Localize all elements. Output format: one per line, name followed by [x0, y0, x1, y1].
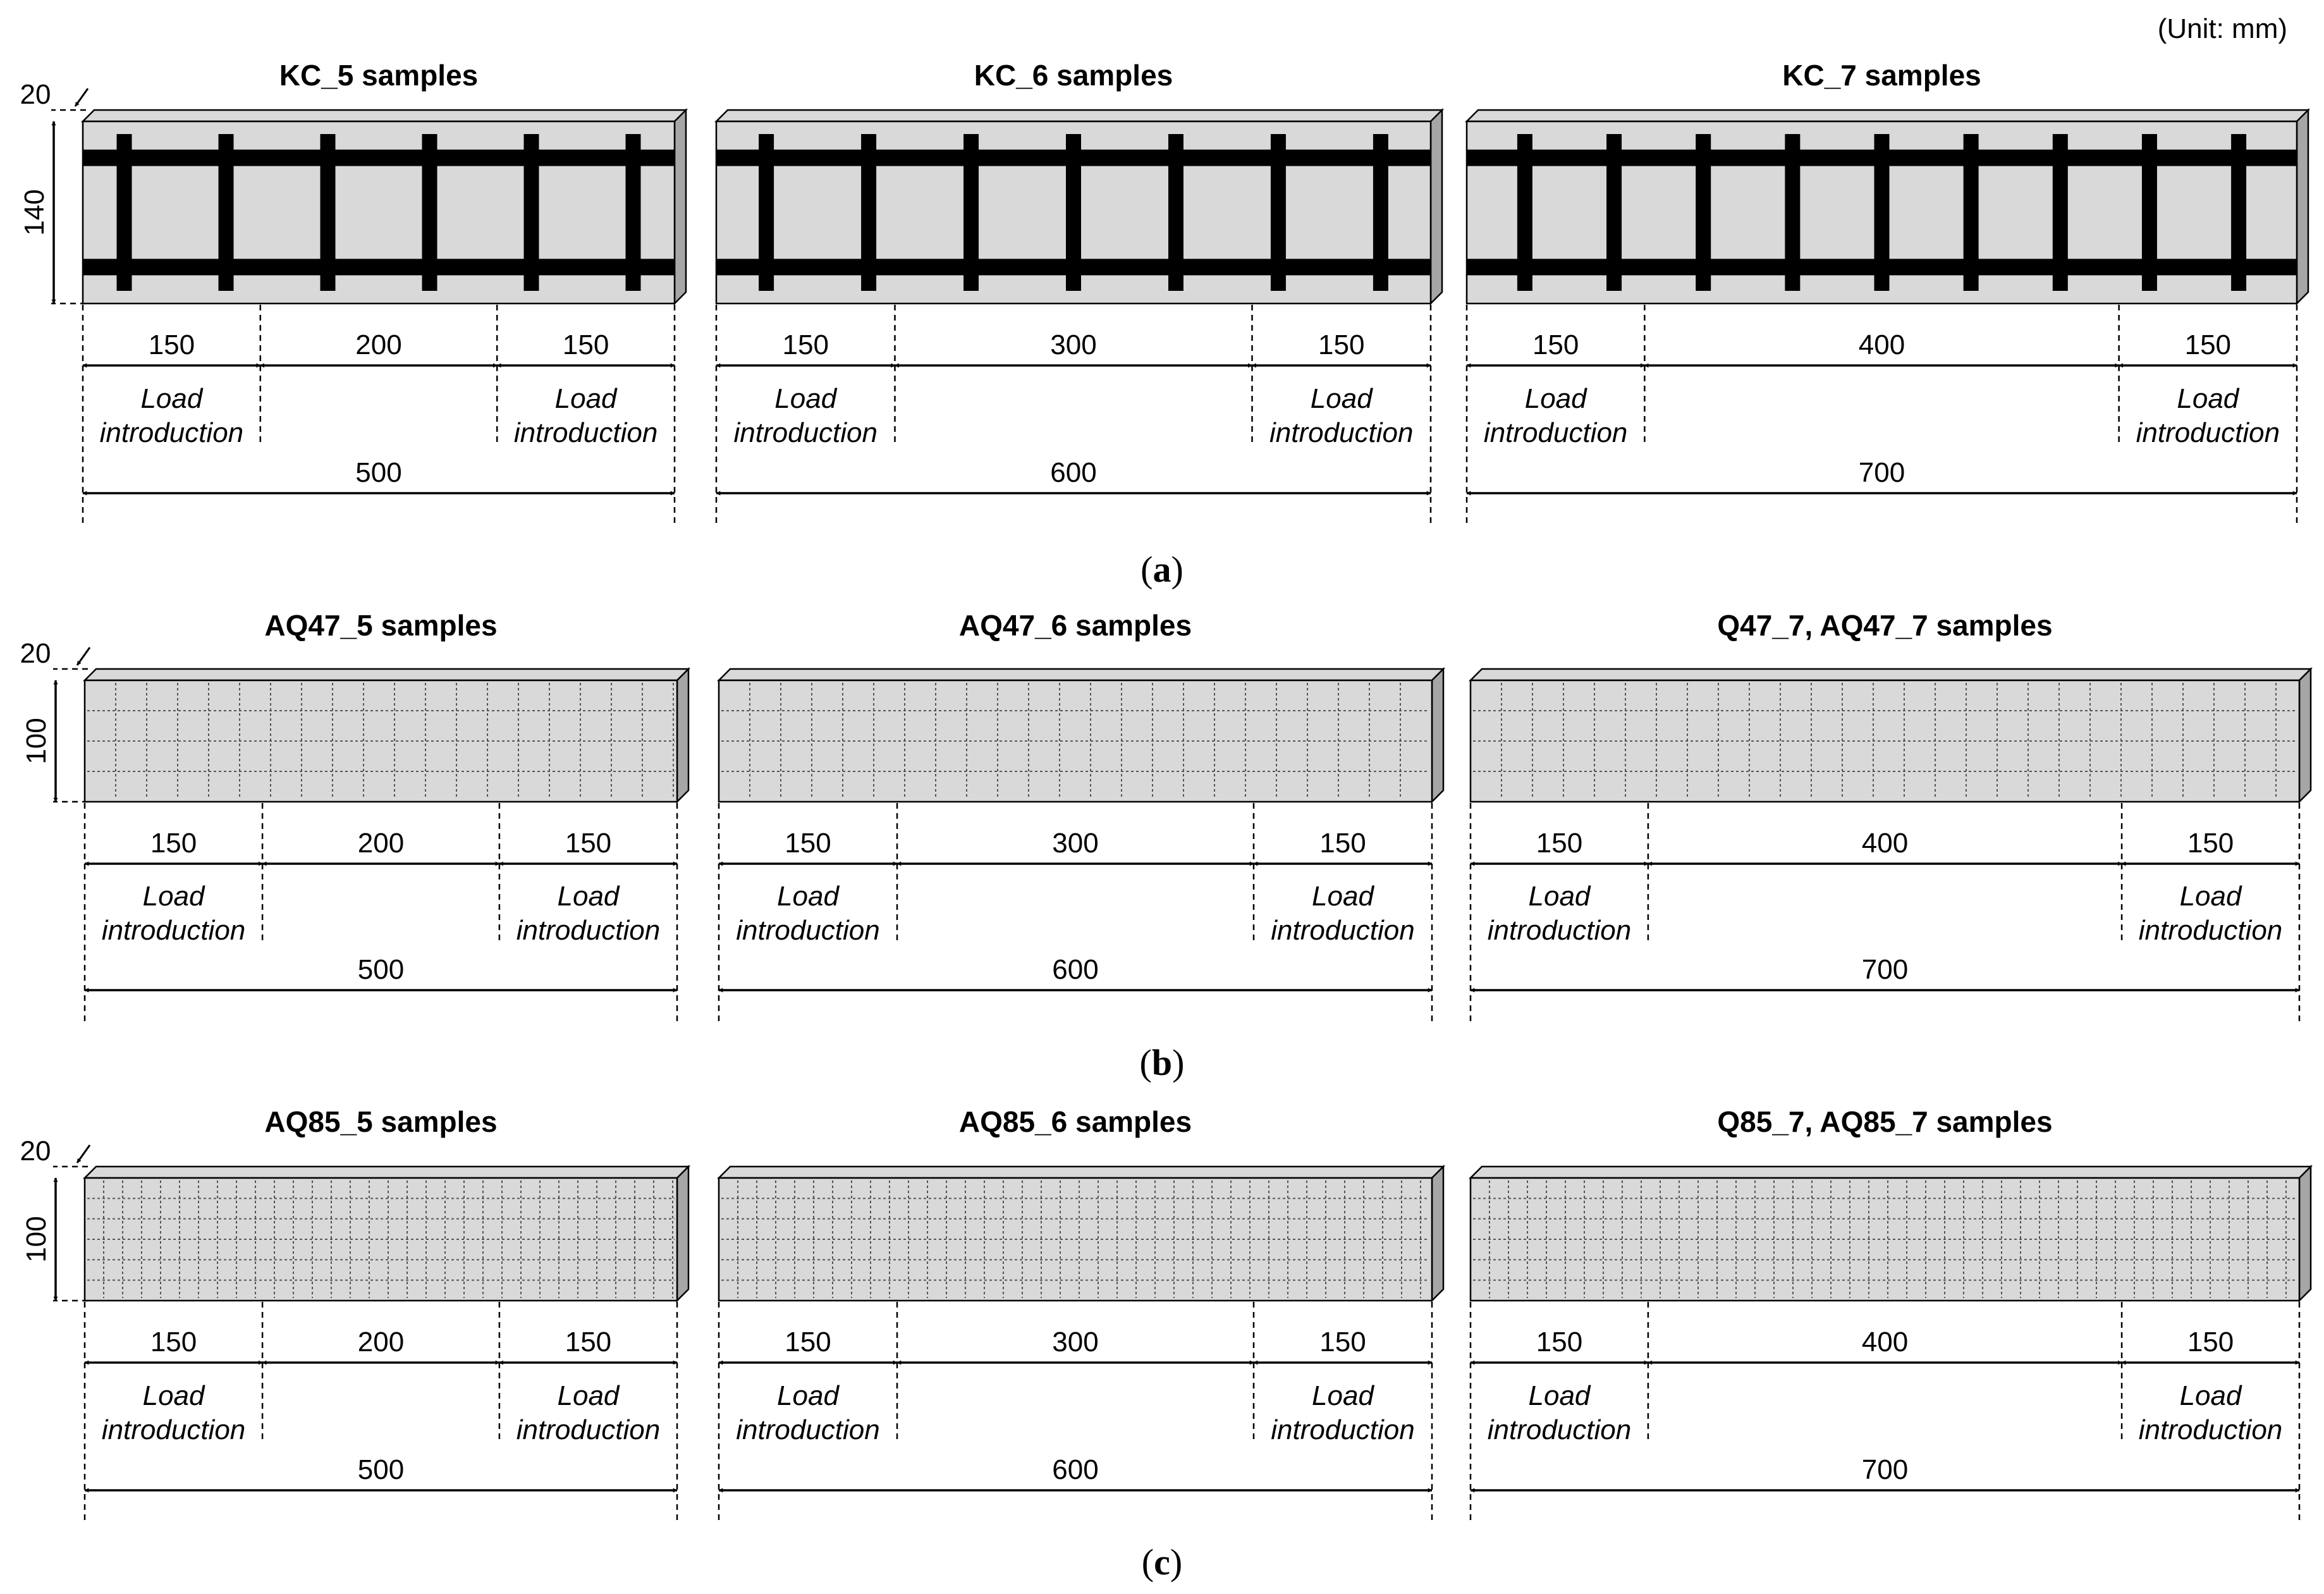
dimension-label: 150: [1319, 1327, 1366, 1358]
height-label: 100: [21, 718, 52, 764]
dimension-label: 150: [565, 1327, 612, 1358]
dimension-label: 200: [357, 1327, 405, 1358]
dimension-label: 200: [357, 828, 405, 859]
load-label: introduction: [101, 915, 246, 946]
load-label: Load: [554, 383, 617, 414]
dimension-label: 300: [1050, 329, 1097, 360]
specimen-top-face: [1471, 669, 2311, 680]
specimen-side-face: [677, 1167, 688, 1301]
load-label: Load: [142, 1380, 205, 1411]
panel-c-3: [1471, 1105, 2311, 1521]
specimen-top-face: [85, 1167, 688, 1178]
specimen-top-face: [83, 110, 686, 121]
specimen-side-face: [2299, 669, 2311, 802]
load-label: Load: [777, 1380, 839, 1411]
longitudinal-rebar-bottom: [716, 259, 1431, 275]
row-c: [20, 1105, 2311, 1583]
dimension-label: 150: [785, 1327, 831, 1358]
load-label: Load: [1310, 383, 1373, 414]
caption-paren: (: [1141, 1542, 1154, 1583]
dimension-label: 150: [1536, 1327, 1583, 1358]
panel-title: AQ47_5 samples: [264, 609, 498, 642]
dimension-label: 150: [562, 329, 609, 360]
panel-title: Q47_7, AQ47_7 samples: [1717, 609, 2053, 642]
total-dimension-label: 500: [355, 457, 402, 488]
load-label: introduction: [2138, 915, 2283, 946]
unit-note: (Unit: mm): [2157, 13, 2287, 44]
dimension-label: 150: [150, 828, 197, 859]
height-label: 100: [21, 1216, 52, 1263]
caption-paren: ): [1170, 1542, 1183, 1583]
load-label: introduction: [513, 417, 658, 448]
longitudinal-rebar-bottom: [83, 259, 675, 275]
dimension-label: 150: [2187, 1327, 2234, 1358]
panel-a-3: [1467, 59, 2308, 525]
dimension-label: 150: [785, 828, 831, 859]
load-label: introduction: [733, 417, 878, 448]
load-label: introduction: [516, 1414, 661, 1445]
specimen-top-face: [1467, 110, 2308, 121]
panel-title: AQ47_6 samples: [958, 609, 1192, 642]
specimen-top-face: [719, 669, 1443, 680]
dimension-label: 150: [2184, 329, 2232, 360]
panel-b-3: [1471, 609, 2311, 1021]
load-label: Load: [142, 881, 205, 912]
load-label: Load: [1312, 881, 1374, 912]
load-label: introduction: [1487, 1414, 1632, 1445]
load-label: introduction: [736, 1414, 880, 1445]
panel-a-2: [716, 59, 1442, 525]
dimension-label: 150: [150, 1327, 197, 1358]
load-label: Load: [2177, 383, 2239, 414]
load-label: introduction: [736, 915, 880, 946]
specimen-side-face: [1432, 669, 1443, 802]
load-label: Load: [1528, 1380, 1591, 1411]
panel-title: AQ85_6 samples: [958, 1105, 1192, 1138]
panel-b-2: [719, 609, 1443, 1021]
specimen-front-face: [83, 121, 675, 303]
caption-letter: c: [1154, 1542, 1170, 1583]
load-label: introduction: [2136, 417, 2280, 448]
load-label: introduction: [2138, 1414, 2283, 1445]
load-label: introduction: [516, 915, 661, 946]
load-label: Load: [777, 881, 839, 912]
thickness-pointer: [77, 647, 90, 665]
load-label: Load: [774, 383, 837, 414]
total-dimension-label: 700: [1861, 954, 1909, 985]
caption-letter: b: [1151, 1042, 1173, 1083]
thickness-pointer: [77, 1145, 90, 1163]
total-dimension-label: 700: [1858, 457, 1905, 488]
dimension-label: 150: [1532, 329, 1579, 360]
specimen-side-face: [675, 110, 686, 303]
panel-c-1: [85, 1105, 688, 1521]
panel-b-1: [85, 609, 688, 1021]
caption-paren: (: [1139, 1042, 1152, 1083]
total-dimension-label: 600: [1050, 457, 1097, 488]
height-label: 140: [19, 189, 50, 236]
specimen-side-face: [677, 669, 688, 802]
dimension-label: 150: [782, 329, 829, 360]
load-label: Load: [140, 383, 203, 414]
panel-c-2: [719, 1105, 1443, 1521]
thickness-label: 20: [20, 79, 51, 110]
dimension-label: 400: [1861, 1327, 1909, 1358]
longitudinal-rebar-top: [1467, 150, 2297, 166]
load-label: Load: [2179, 1380, 2242, 1411]
panel-title: KC_6 samples: [974, 59, 1173, 92]
thickness-label: 20: [20, 638, 51, 669]
panel-a-1: [83, 59, 686, 525]
load-label: Load: [1524, 383, 1587, 414]
rows-layer: [19, 59, 2311, 1583]
load-label: Load: [557, 881, 620, 912]
specimen-top-face: [85, 669, 688, 680]
dimension-label: 150: [148, 329, 195, 360]
load-label: introduction: [1269, 417, 1414, 448]
load-label: Load: [2179, 881, 2242, 912]
load-label: introduction: [99, 417, 244, 448]
row-b: [20, 609, 2311, 1083]
load-label: Load: [557, 1380, 620, 1411]
load-label: introduction: [101, 1414, 246, 1445]
dimension-label: 400: [1858, 329, 1905, 360]
caption-paren: (: [1141, 549, 1153, 590]
longitudinal-rebar-bottom: [1467, 259, 2297, 275]
thickness-pointer: [75, 89, 88, 106]
caption-paren: ): [1172, 1042, 1185, 1083]
total-dimension-label: 500: [357, 1454, 405, 1485]
specimen-top-face: [1471, 1167, 2311, 1178]
panel-title: AQ85_5 samples: [264, 1105, 498, 1138]
load-label: introduction: [1271, 915, 1415, 946]
panel-title: KC_5 samples: [279, 59, 479, 92]
subfigure-caption: [1141, 549, 1183, 590]
total-dimension-label: 600: [1052, 954, 1099, 985]
specimen-side-face: [2299, 1167, 2311, 1301]
dimension-label: 150: [2187, 828, 2234, 859]
load-label: introduction: [1487, 915, 1632, 946]
row-a: [19, 59, 2308, 590]
subfigure-caption: [1140, 1042, 1185, 1083]
dimension-label: 300: [1052, 828, 1099, 859]
total-dimension-label: 500: [357, 954, 405, 985]
dimension-label: 150: [1536, 828, 1583, 859]
dimension-label: 150: [1318, 329, 1365, 360]
load-label: Load: [1312, 1380, 1374, 1411]
specimen-top-face: [716, 110, 1442, 121]
caption-letter: a: [1153, 549, 1171, 590]
panel-title: KC_7 samples: [1782, 59, 1981, 92]
load-label: Load: [1528, 881, 1591, 912]
longitudinal-rebar-top: [716, 150, 1431, 166]
thickness-label: 20: [20, 1136, 51, 1167]
specimen-side-face: [1431, 110, 1442, 303]
dimension-label: 200: [355, 329, 402, 360]
total-dimension-label: 600: [1052, 1454, 1099, 1485]
load-label: introduction: [1271, 1414, 1415, 1445]
subfigure-caption: [1142, 1542, 1182, 1583]
dimension-label: 400: [1861, 828, 1909, 859]
dimension-label: 150: [1319, 828, 1366, 859]
total-dimension-label: 700: [1861, 1454, 1909, 1485]
specimen-side-face: [2297, 110, 2308, 303]
panel-title: Q85_7, AQ85_7 samples: [1717, 1105, 2053, 1138]
longitudinal-rebar-top: [83, 150, 675, 166]
specimen-top-face: [719, 1167, 1443, 1178]
specimen-side-face: [1432, 1167, 1443, 1301]
dimension-label: 150: [565, 828, 612, 859]
load-label: introduction: [1483, 417, 1628, 448]
caption-paren: ): [1171, 549, 1183, 590]
dimension-label: 300: [1052, 1327, 1099, 1358]
